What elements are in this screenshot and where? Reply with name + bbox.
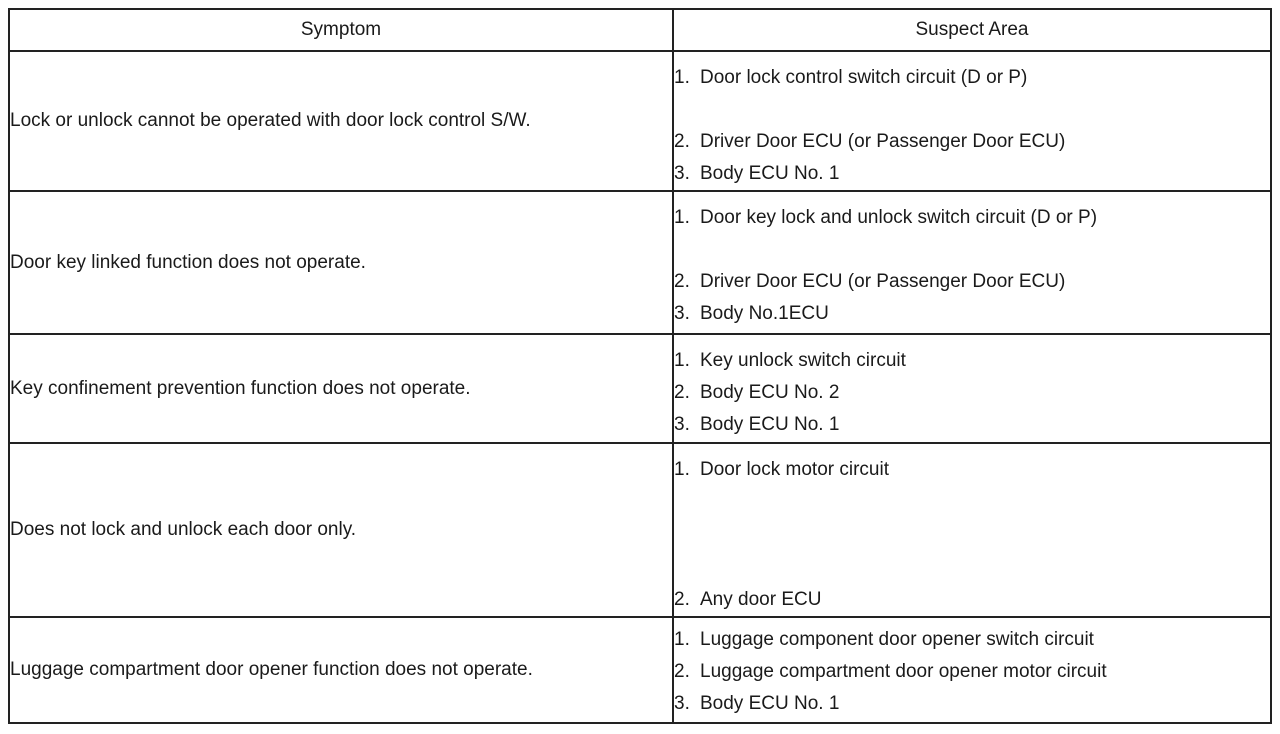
table-row xyxy=(9,51,1271,191)
suspect-area-cell xyxy=(673,617,1271,723)
suspect-item: 1. Door lock control switch circuit (D or P) xyxy=(674,67,1028,88)
suspect-item: 3. Body ECU No. 1 xyxy=(674,693,840,714)
symptom-cell: Key confinement prevention function does not operate. xyxy=(9,334,673,443)
suspect-area-cell xyxy=(673,191,1271,334)
suspect-area-cell xyxy=(673,51,1271,191)
table-row xyxy=(9,617,1271,723)
symptom-cell: Does not lock and unlock each door only. xyxy=(9,443,673,617)
suspect-item: 1. Door key lock and unlock switch circuit (D or P) xyxy=(674,207,1098,228)
suspect-item: 2. Driver Door ECU (or Passenger Door ECU) xyxy=(674,271,1066,292)
table-row xyxy=(9,334,1271,443)
symptom-header: Symptom xyxy=(9,9,673,51)
suspect-item: 1. Key unlock switch circuit xyxy=(674,350,906,371)
table-row xyxy=(9,191,1271,334)
troubleshooting-table xyxy=(8,8,1272,724)
suspect-item: 3. Body ECU No. 1 xyxy=(674,414,840,435)
suspect-item: 2. Driver Door ECU (or Passenger Door ECU) xyxy=(674,131,1066,152)
suspect-item: 3. Body No.1ECU xyxy=(674,303,829,324)
suspect-item: 2. Body ECU No. 2 xyxy=(674,382,840,403)
symptom-cell: Luggage compartment door opener function does not operate. xyxy=(9,617,673,723)
symptom-cell: Lock or unlock cannot be operated with door lock control S/W. xyxy=(9,51,673,191)
suspect-area-cell xyxy=(673,443,1271,617)
symptom-cell: Door key linked function does not operate. xyxy=(9,191,673,334)
header-row xyxy=(9,9,1271,51)
suspect-area-cell xyxy=(673,334,1271,443)
suspect-area-header: Suspect Area xyxy=(673,9,1271,51)
table-row xyxy=(9,443,1271,617)
suspect-item: 3. Body ECU No. 1 xyxy=(674,163,840,184)
suspect-item: 2. Luggage compartment door opener motor circuit xyxy=(674,661,1107,682)
suspect-item: 2. Any door ECU xyxy=(674,589,822,610)
suspect-item: 1. Door lock motor circuit xyxy=(674,459,889,480)
suspect-item: 1. Luggage component door opener switch circuit xyxy=(674,629,1094,650)
